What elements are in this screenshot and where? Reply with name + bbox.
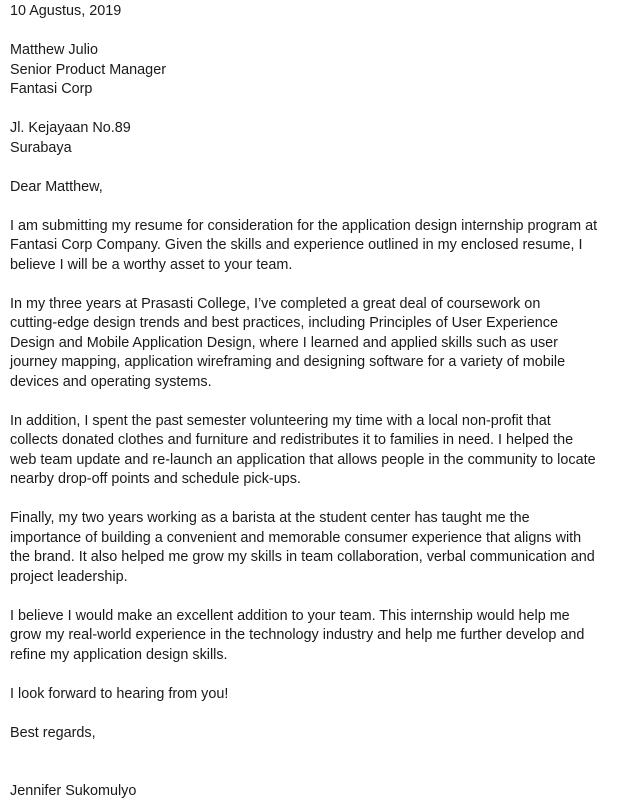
body-paragraph-3 (10, 412, 616, 490)
paragraph-line: the brand. It also helped me grow my skills in team collaboration, verbal communication and (10, 549, 595, 565)
paragraph-line: In my three years at Prasasti College, I’ve completed a great deal of coursework on (10, 295, 541, 312)
closing: Best regards, (10, 724, 96, 741)
salutation: Dear Matthew, (10, 178, 103, 195)
recipient-company: Fantasi Corp (10, 81, 93, 97)
address-block (10, 119, 616, 158)
paragraph-line: collects donated clothes and furniture and redistributes it to families in need. I helped the (10, 432, 574, 448)
paragraph-line: cutting-edge design trends and best practices, including Principles of User Experience (10, 315, 558, 331)
body-paragraph-6 (10, 685, 616, 705)
paragraph-line: importance of building a convenient and memorable consumer experience that aligns with (10, 529, 582, 546)
paragraph-line: journey mapping, application wireframing and designing software for a variety of mobile (10, 354, 566, 370)
paragraph-line: I believe I would make an excellent addition to your team. This internship would help me (10, 607, 570, 624)
letter-date: 10 Agustus, 2019 (10, 3, 122, 19)
address-city: Surabaya (10, 139, 72, 156)
paragraph-line: nearby drop-off points and schedule pick-ups. (10, 471, 301, 487)
cover-letter (10, 2, 616, 802)
recipient-name: Matthew Julio (10, 42, 98, 58)
salutation-block (10, 178, 616, 198)
paragraph-line: Fantasi Corp Company. Given the skills and experience outlined in my enclosed resume, I (10, 237, 583, 253)
paragraph-line: web team update and re-launch an application that allows people in the community to locate (10, 451, 596, 468)
paragraph-line: Design and Mobile Application Design, where I learned and applied skills such as user (10, 334, 558, 351)
body-paragraph-1 (10, 217, 616, 276)
body-paragraph-4 (10, 509, 616, 587)
paragraph-line: I look forward to hearing from you! (10, 685, 229, 702)
body-paragraph-5 (10, 607, 616, 666)
signature-block (10, 782, 616, 802)
address-street: Jl. Kejayaan No.89 (10, 120, 131, 136)
recipient-title: Senior Product Manager (10, 61, 166, 78)
paragraph-line: Finally, my two years working as a barista at the student center has taught me the (10, 510, 530, 526)
paragraph-line: grow my real-world experience in the technology industry and help me further develop and (10, 627, 585, 643)
signature-name: Jennifer Sukomulyo (10, 783, 137, 799)
body-paragraph-2 (10, 295, 616, 393)
paragraph-line: I am submitting my resume for consideration for the application design internship program at (10, 217, 598, 234)
closing-block (10, 724, 616, 744)
paragraph-line: In addition, I spent the past semester volunteering my time with a local non-profit that (10, 412, 551, 429)
paragraph-line: project leadership. (10, 568, 128, 585)
paragraph-line: believe I will be a worthy asset to your team. (10, 256, 293, 273)
letter-date-block (10, 2, 616, 22)
paragraph-line: refine my application design skills. (10, 646, 228, 663)
paragraph-line: devices and operating systems. (10, 373, 212, 390)
recipient-block (10, 41, 616, 100)
